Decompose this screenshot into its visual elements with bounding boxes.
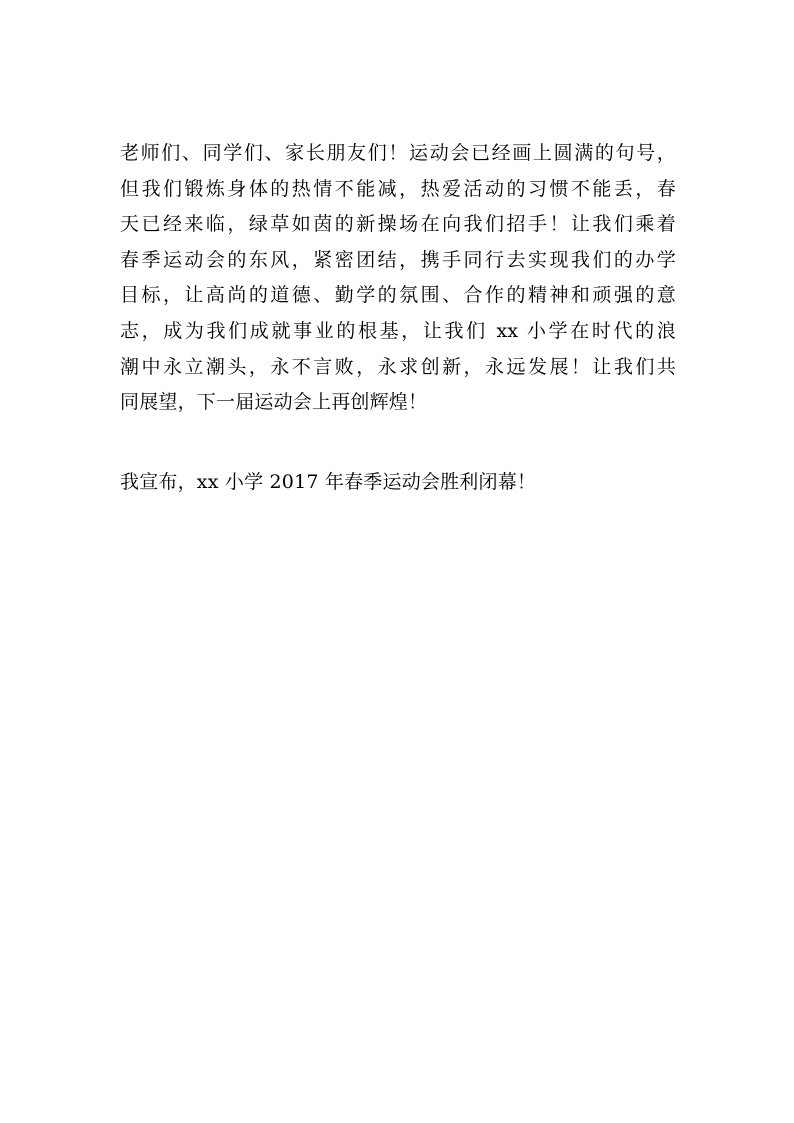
declaration-line: 我宣布，xx 小学 2017 年春季运动会胜利闭幕！ [120,470,537,493]
document-body [120,136,676,500]
closing-speech-paragraph [120,136,676,421]
paragraph-spacer [120,421,676,465]
paragraph-line: 志，成为我们成就事业的根基，让我们 xx 小学在时代的浪 [120,319,676,342]
paragraph-line: 同展望，下一届运动会上再创辉煌！ [120,391,428,414]
paragraph-line: 但我们锻炼身体的热情不能减，热爱活动的习惯不能丢，春 [120,177,676,200]
paragraph-line: 老师们、同学们、家长朋友们！运动会已经画上圆满的句号， [120,142,676,164]
paragraph-line: 目标，让高尚的道德、勤学的氛围、合作的精神和顽强的意 [120,284,676,307]
closing-declaration-paragraph [120,465,676,501]
paragraph-line: 春季运动会的东风，紧密团结，携手同行去实现我们的办学 [120,248,676,271]
paragraph-line: 潮中永立潮头，永不言败，永求创新，永远发展！让我们共 [120,355,676,378]
paragraph-line: 天已经来临，绿草如茵的新操场在向我们招手！让我们乘着 [120,213,676,236]
